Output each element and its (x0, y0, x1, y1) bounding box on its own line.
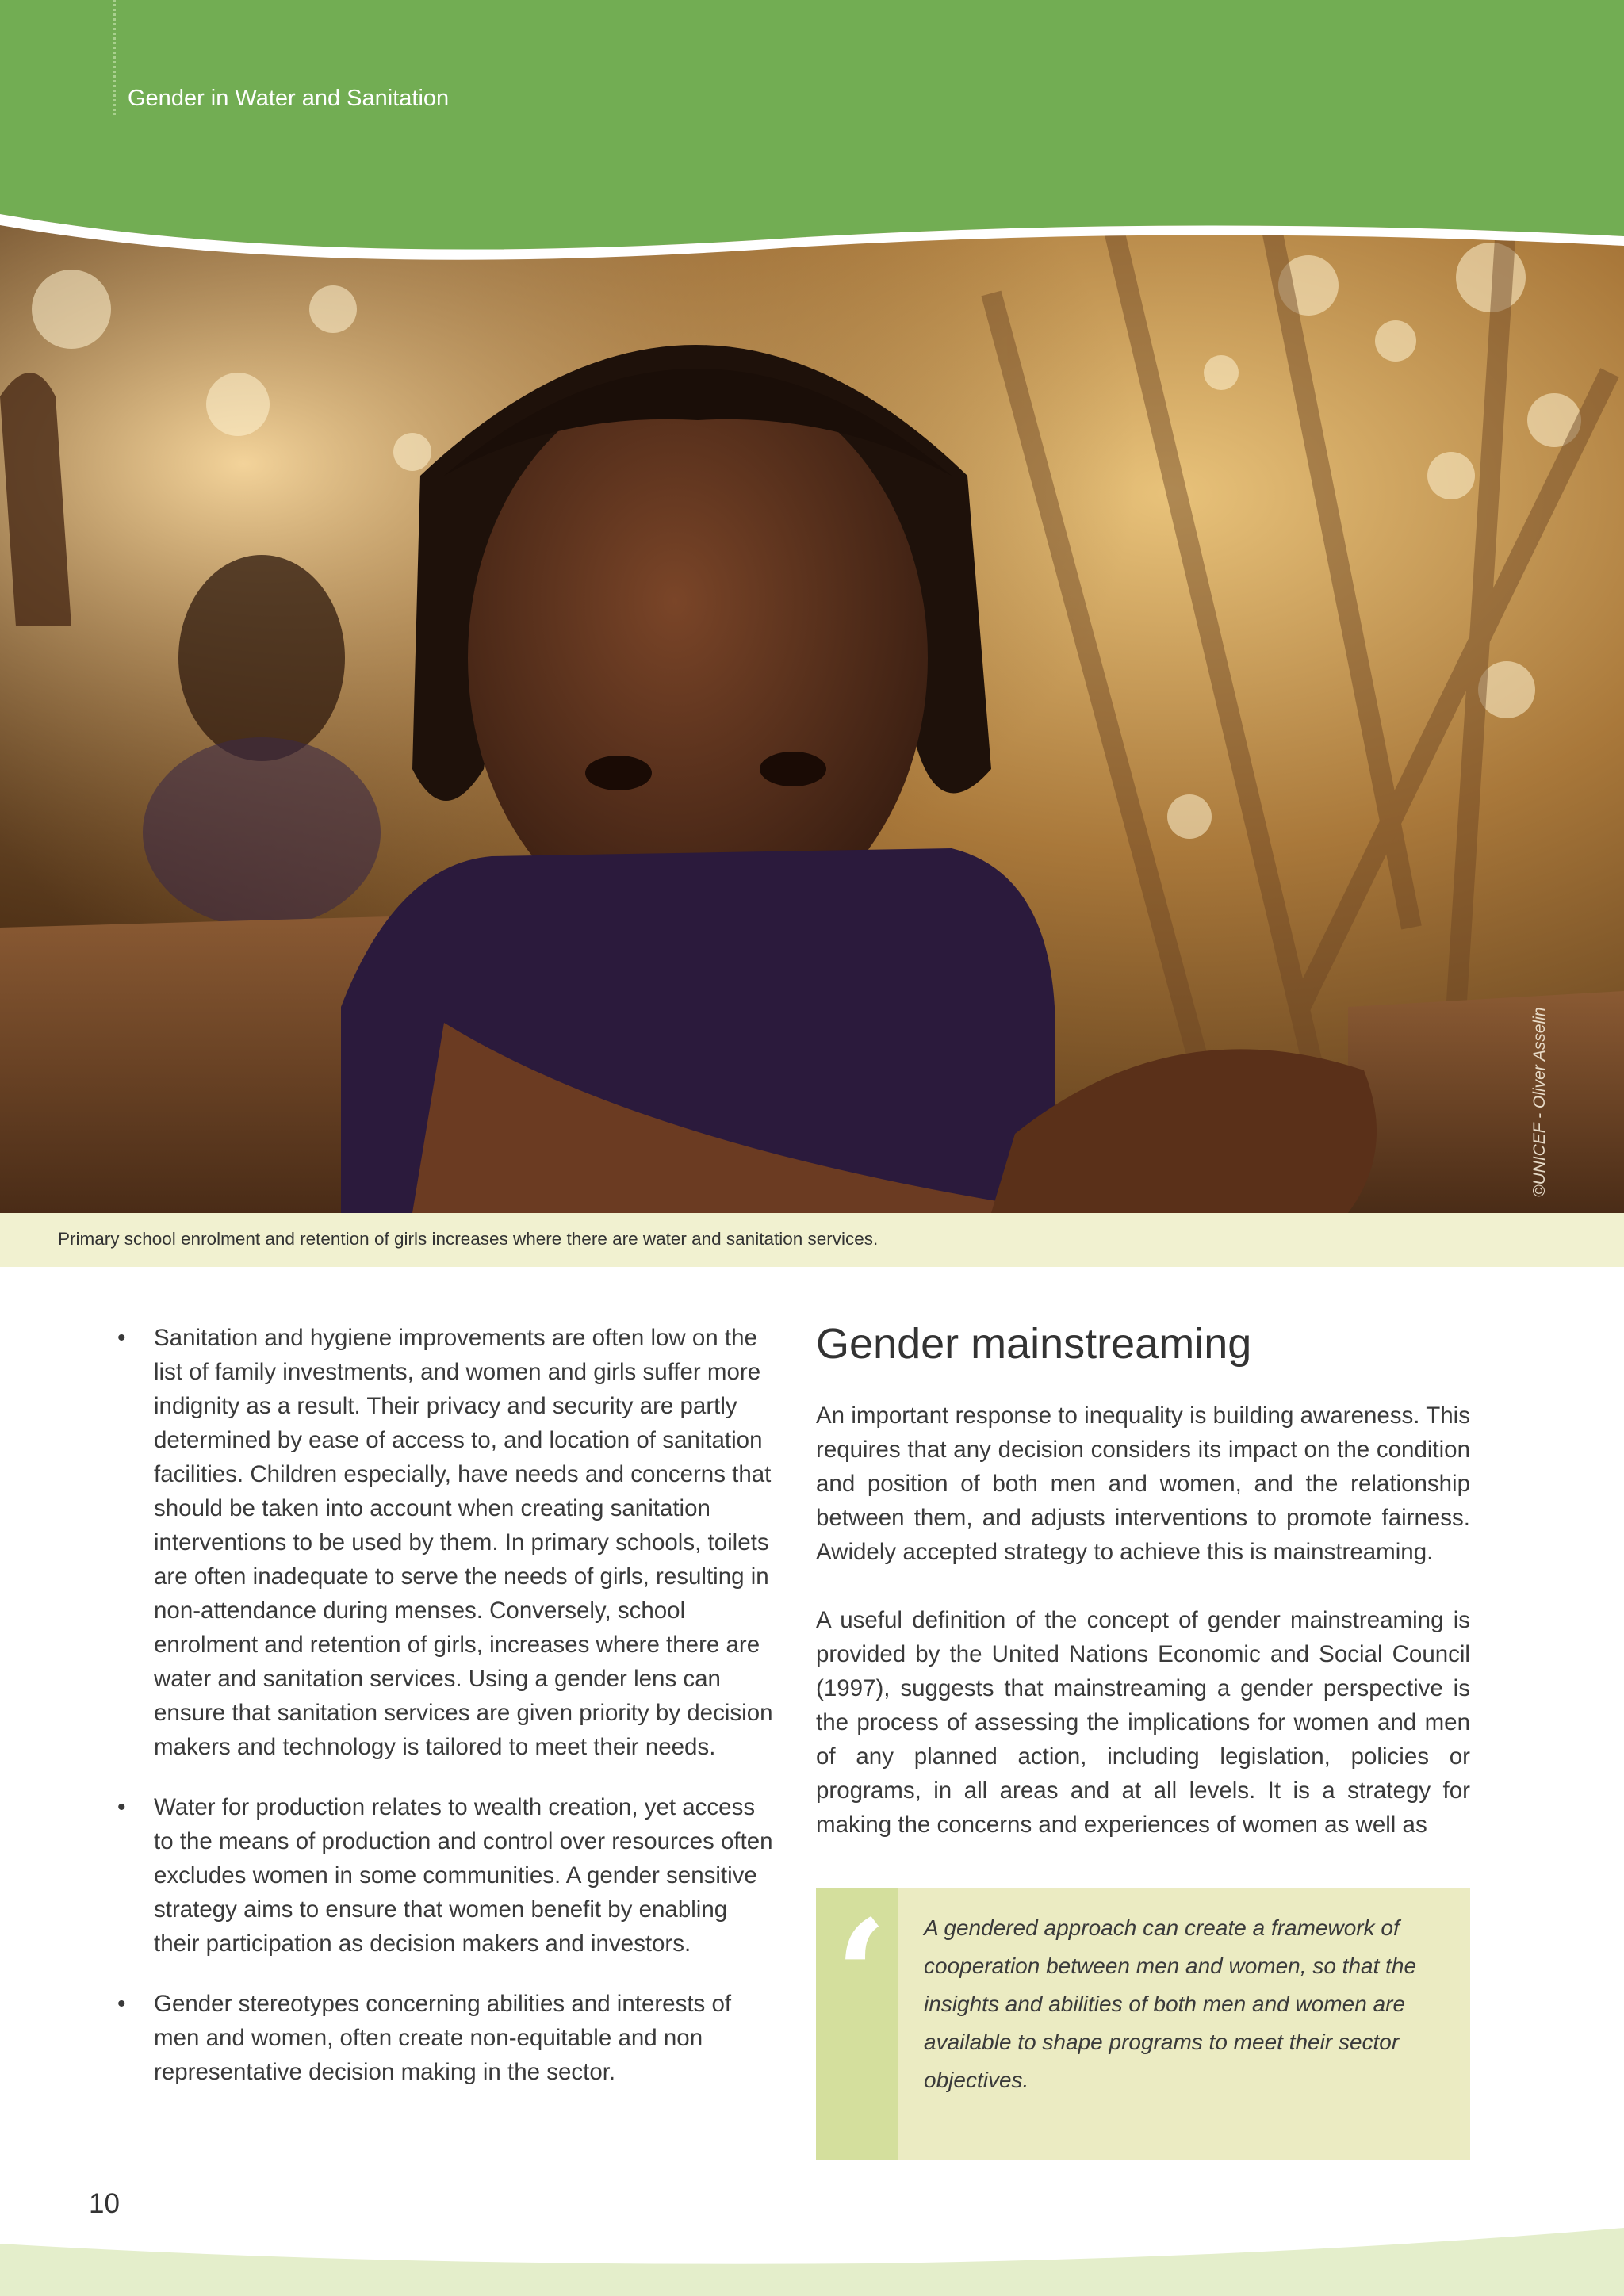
bullet-item (117, 1987, 776, 2089)
pull-quote-bar (816, 1888, 898, 2160)
bullet-dot: • (117, 1794, 126, 1820)
running-header-title: Gender in Water and Sanitation (128, 86, 450, 111)
page-number: 10 (89, 2188, 120, 2219)
left-column (117, 1321, 776, 2115)
quote-mark-icon: ‘ (835, 1887, 888, 2064)
footer-wave (0, 2220, 1624, 2296)
bullet-text: Water for production relates to wealth creation, yet access to the means of production and control over resources often excludes women in some communities. A gender sensitive strategy aims to ensure that women benefit by enabling their participation as decision makers and investors. (154, 1794, 773, 1957)
header-wave-edge (0, 198, 1624, 301)
bullet-text: Sanitation and hygiene improvements are often low on the list of family investments, and women and girls suffer more indignity as a result. Their privacy and security are partly determined by ease of access to, and location of sanitation facilities. Children especially, have needs and concerns that should be taken into account when creating sanitation interventions to be used by them. In primary schools, toilets are often inadequate to serve the needs of girls, resulting in non-attendance during menses. Conversely, school enrolment and retention of girls, increases where there are water and sanitation services. Using a gender lens can ensure that sanitation services are given priority by decision makers and technology is tailored to meet their needs. (154, 1325, 773, 1760)
bullet-item (117, 1790, 776, 1961)
cover-photo (0, 214, 1624, 1213)
pull-quote-box (816, 1888, 1470, 2160)
photo-credit: ©UNICEF - Oliver Asselin (1530, 1007, 1549, 1197)
section-heading: Gender mainstreaming (816, 1320, 1252, 1368)
body-paragraph: A useful definition of the concept of gender mainstreaming is provided by the United Nations Economic and Social Council (1997), suggests that mainstreaming a gender perspective is the process of assessing the implications for women and men of any planned action, including legislation, policies or programs, in all areas and at all levels. It is a strategy for making the concerns and experiences of women as well as (816, 1607, 1470, 1838)
right-column (816, 1316, 1470, 1842)
body-paragraph: An important response to inequality is building awareness. This requires that any decision considers its impact on the condition and position of both men and women, and the relationship between them, and adjusts interventions to promote fairness. Awidely accepted strategy to achieve this is mainstreaming. (816, 1402, 1470, 1565)
bullet-dot: • (117, 1325, 126, 1351)
bullet-text: Gender stereotypes concerning abilities and interests of men and women, often create non-equitable and non representative decision making in the sector. (154, 1991, 732, 2085)
header-dotted-rule (113, 0, 116, 115)
photo-caption-band (0, 1213, 1624, 1267)
bullet-dot: • (117, 1991, 126, 2017)
bullet-item (117, 1321, 776, 1764)
pull-quote-text: A gendered approach can create a framework of cooperation between men and women, so that the insights and abilities of both men and women are available to shape programs to meet their sector objectives. (924, 1915, 1417, 2092)
photo-caption: Primary school enrolment and retention of girls increases where there are water and sanitation services. (58, 1229, 879, 1249)
